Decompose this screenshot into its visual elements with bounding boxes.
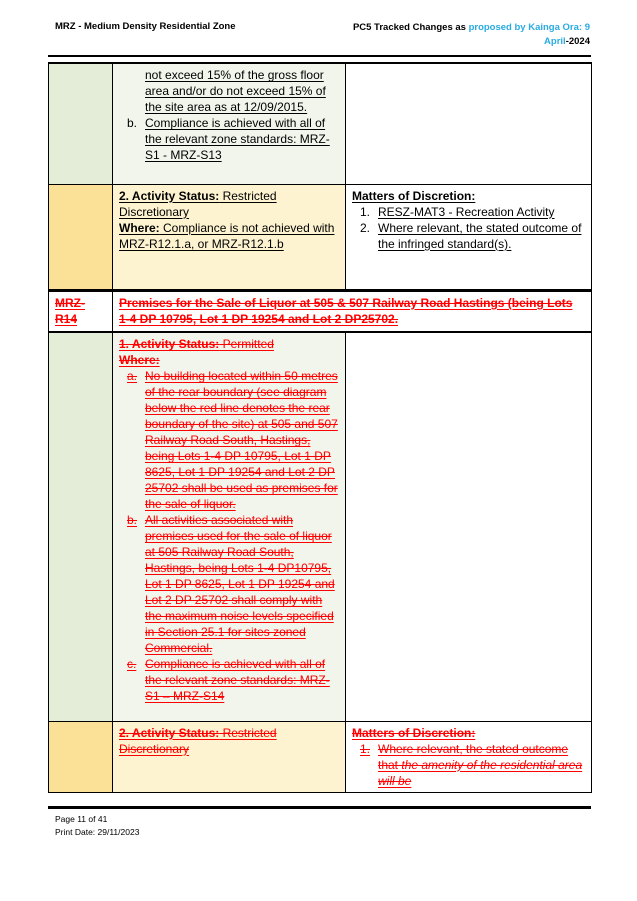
- header-edition-segment: April: [544, 35, 566, 47]
- text-run: All activities associated with premises used for the sale of liquor at 505 Railway Road South, Hastings, being Lots 1-4 DP10795, Lot 1 DP 8625, Lot 1 DP 19254 and Lot 2 DP 25702 shall comply with the maximum noise levels specified in Section 25.1 for sites zoned Commercial.: [145, 513, 335, 655]
- text-run: 2. Activity Status:: [119, 725, 220, 740]
- list-marker: 1.: [360, 204, 371, 219]
- paragraph: [119, 352, 339, 368]
- text-run: Permitted: [219, 337, 274, 351]
- document-title: MRZ - Medium Density Residential Zone: [55, 21, 236, 32]
- paragraph: [352, 725, 585, 741]
- page-footer: [55, 813, 139, 839]
- activity-status-cell-deleted: [113, 721, 346, 792]
- row-mrz-r12-permitted-continuation: [49, 63, 592, 184]
- header-edition-segment: -2024: [565, 35, 590, 47]
- text-run: Where relevant, the stated outcome that: [378, 741, 569, 772]
- text-run: the amenity of the residential area will be: [378, 757, 583, 788]
- rule-number-cell: [49, 184, 113, 290]
- paragraph: [145, 67, 339, 115]
- list-item-text: [378, 741, 585, 789]
- text-run: Compliance is not achieved with MRZ-R12.1.a, or MRZ-R12.1.b: [119, 220, 335, 251]
- text-run: Where relevant, the stated outcome of the infringed standard(s).: [378, 220, 582, 251]
- text-run: Restricted Discretionary: [119, 188, 277, 219]
- header-rule: [48, 55, 591, 57]
- list-marker: b.: [127, 513, 138, 527]
- matters-of-discretion-cell: [346, 63, 592, 184]
- text-run: Matters of Discretion:: [352, 188, 476, 203]
- text-run: 1. Activity Status:: [119, 337, 220, 351]
- page-number: Page 11 of 41: [55, 814, 108, 824]
- list-marker: 1.: [360, 741, 371, 756]
- list-item-text: [145, 368, 339, 512]
- matters-of-discretion-cell: [346, 332, 592, 721]
- paragraph: [119, 725, 339, 757]
- text-run: RESZ-MAT3 - Recreation Activity: [378, 204, 555, 219]
- matters-of-discretion-cell: [346, 184, 592, 290]
- paragraph: [119, 188, 339, 220]
- header-edition-line1: [353, 21, 590, 35]
- activity-status-cell-deleted: [113, 332, 346, 721]
- list-item: [119, 512, 339, 656]
- list-item: [352, 741, 585, 789]
- list-item: [119, 368, 339, 512]
- text-run: Compliance is achieved with all of the relevant zone standards: MRZ-S1 - MRZ-S13: [145, 116, 330, 162]
- rule-number-cell-deleted: [49, 290, 113, 332]
- rule-number-cell: [49, 63, 113, 184]
- paragraph: [119, 295, 585, 327]
- zone-rules-table: [48, 62, 592, 793]
- print-date: Print Date: 29/11/2023: [55, 827, 140, 837]
- row-mrz-r14-restricted-discretionary-deleted: [49, 721, 592, 792]
- rule-title-cell-deleted: [113, 290, 592, 332]
- list-item-text: [378, 204, 585, 220]
- paragraph: [352, 188, 585, 204]
- paragraph: [119, 336, 339, 352]
- rule-number-cell: [49, 332, 113, 721]
- header-edition-segment: PC5 Tracked Changes as: [352, 22, 469, 33]
- matters-of-discretion-cell-deleted: [346, 721, 592, 792]
- list-item-text: [145, 115, 339, 163]
- list-item: [352, 204, 585, 220]
- list-item: [119, 115, 339, 163]
- list-item: [352, 220, 585, 252]
- rule-number-cell: [49, 721, 113, 792]
- header-edition-segment: proposed by Kainga Ora: 9: [468, 22, 590, 33]
- list-marker: c.: [127, 657, 137, 671]
- list-marker: b.: [127, 116, 138, 130]
- row-mrz-r12-restricted-discretionary: [49, 184, 592, 290]
- paragraph: [55, 295, 106, 327]
- list-marker: a.: [127, 369, 138, 383]
- list-item: [119, 656, 339, 704]
- list-item-text: [378, 220, 585, 252]
- text-run: Matters of Discretion:: [352, 725, 476, 740]
- paragraph: [119, 220, 339, 252]
- footer-rule: [48, 806, 591, 809]
- list-marker: 2.: [360, 220, 371, 235]
- row-mrz-r14-permitted-deleted: [49, 332, 592, 721]
- text-run: Premises for the Sale of Liquor at 505 & 507 Railway Road Hastings (being Lots 1-4 DP 10795, Lot 1 DP 19254 and Lot 2 DP25702.: [119, 295, 573, 326]
- header-edition: [353, 21, 590, 48]
- row-mrz-r14-title: [49, 290, 592, 332]
- text-run: Restricted Discretionary: [119, 725, 277, 756]
- text-run: No building located within 50 metres of the rear boundary (see diagram below the red line denotes the rear boundary of the site) at 505 and 507 Railway Road South, Hastings, being Lots 1-4 DP 10795, Lot 1 DP 8625, Lot 1 DP 19254 and Lot 2 DP 25702 shall be used as premises for the sale of liquor.: [145, 369, 338, 511]
- activity-status-cell: [113, 184, 346, 290]
- text-run: Where:: [119, 353, 160, 367]
- text-run: not exceed 15% of the gross floor area and/or do not exceed 15% of the site area as at 12/09/2015.: [145, 68, 326, 114]
- text-run: Compliance is achieved with all of the relevant zone standards: MRZ-S1 – MRZ-S14: [145, 657, 330, 703]
- list-item-text: [145, 512, 339, 656]
- list-item-text: [145, 656, 339, 704]
- header-edition-line2: [353, 35, 590, 49]
- text-run: Where:: [119, 220, 160, 235]
- text-run: 2. Activity Status:: [119, 188, 220, 203]
- text-run: MRZ-R14: [55, 295, 85, 326]
- activity-status-cell: [113, 63, 346, 184]
